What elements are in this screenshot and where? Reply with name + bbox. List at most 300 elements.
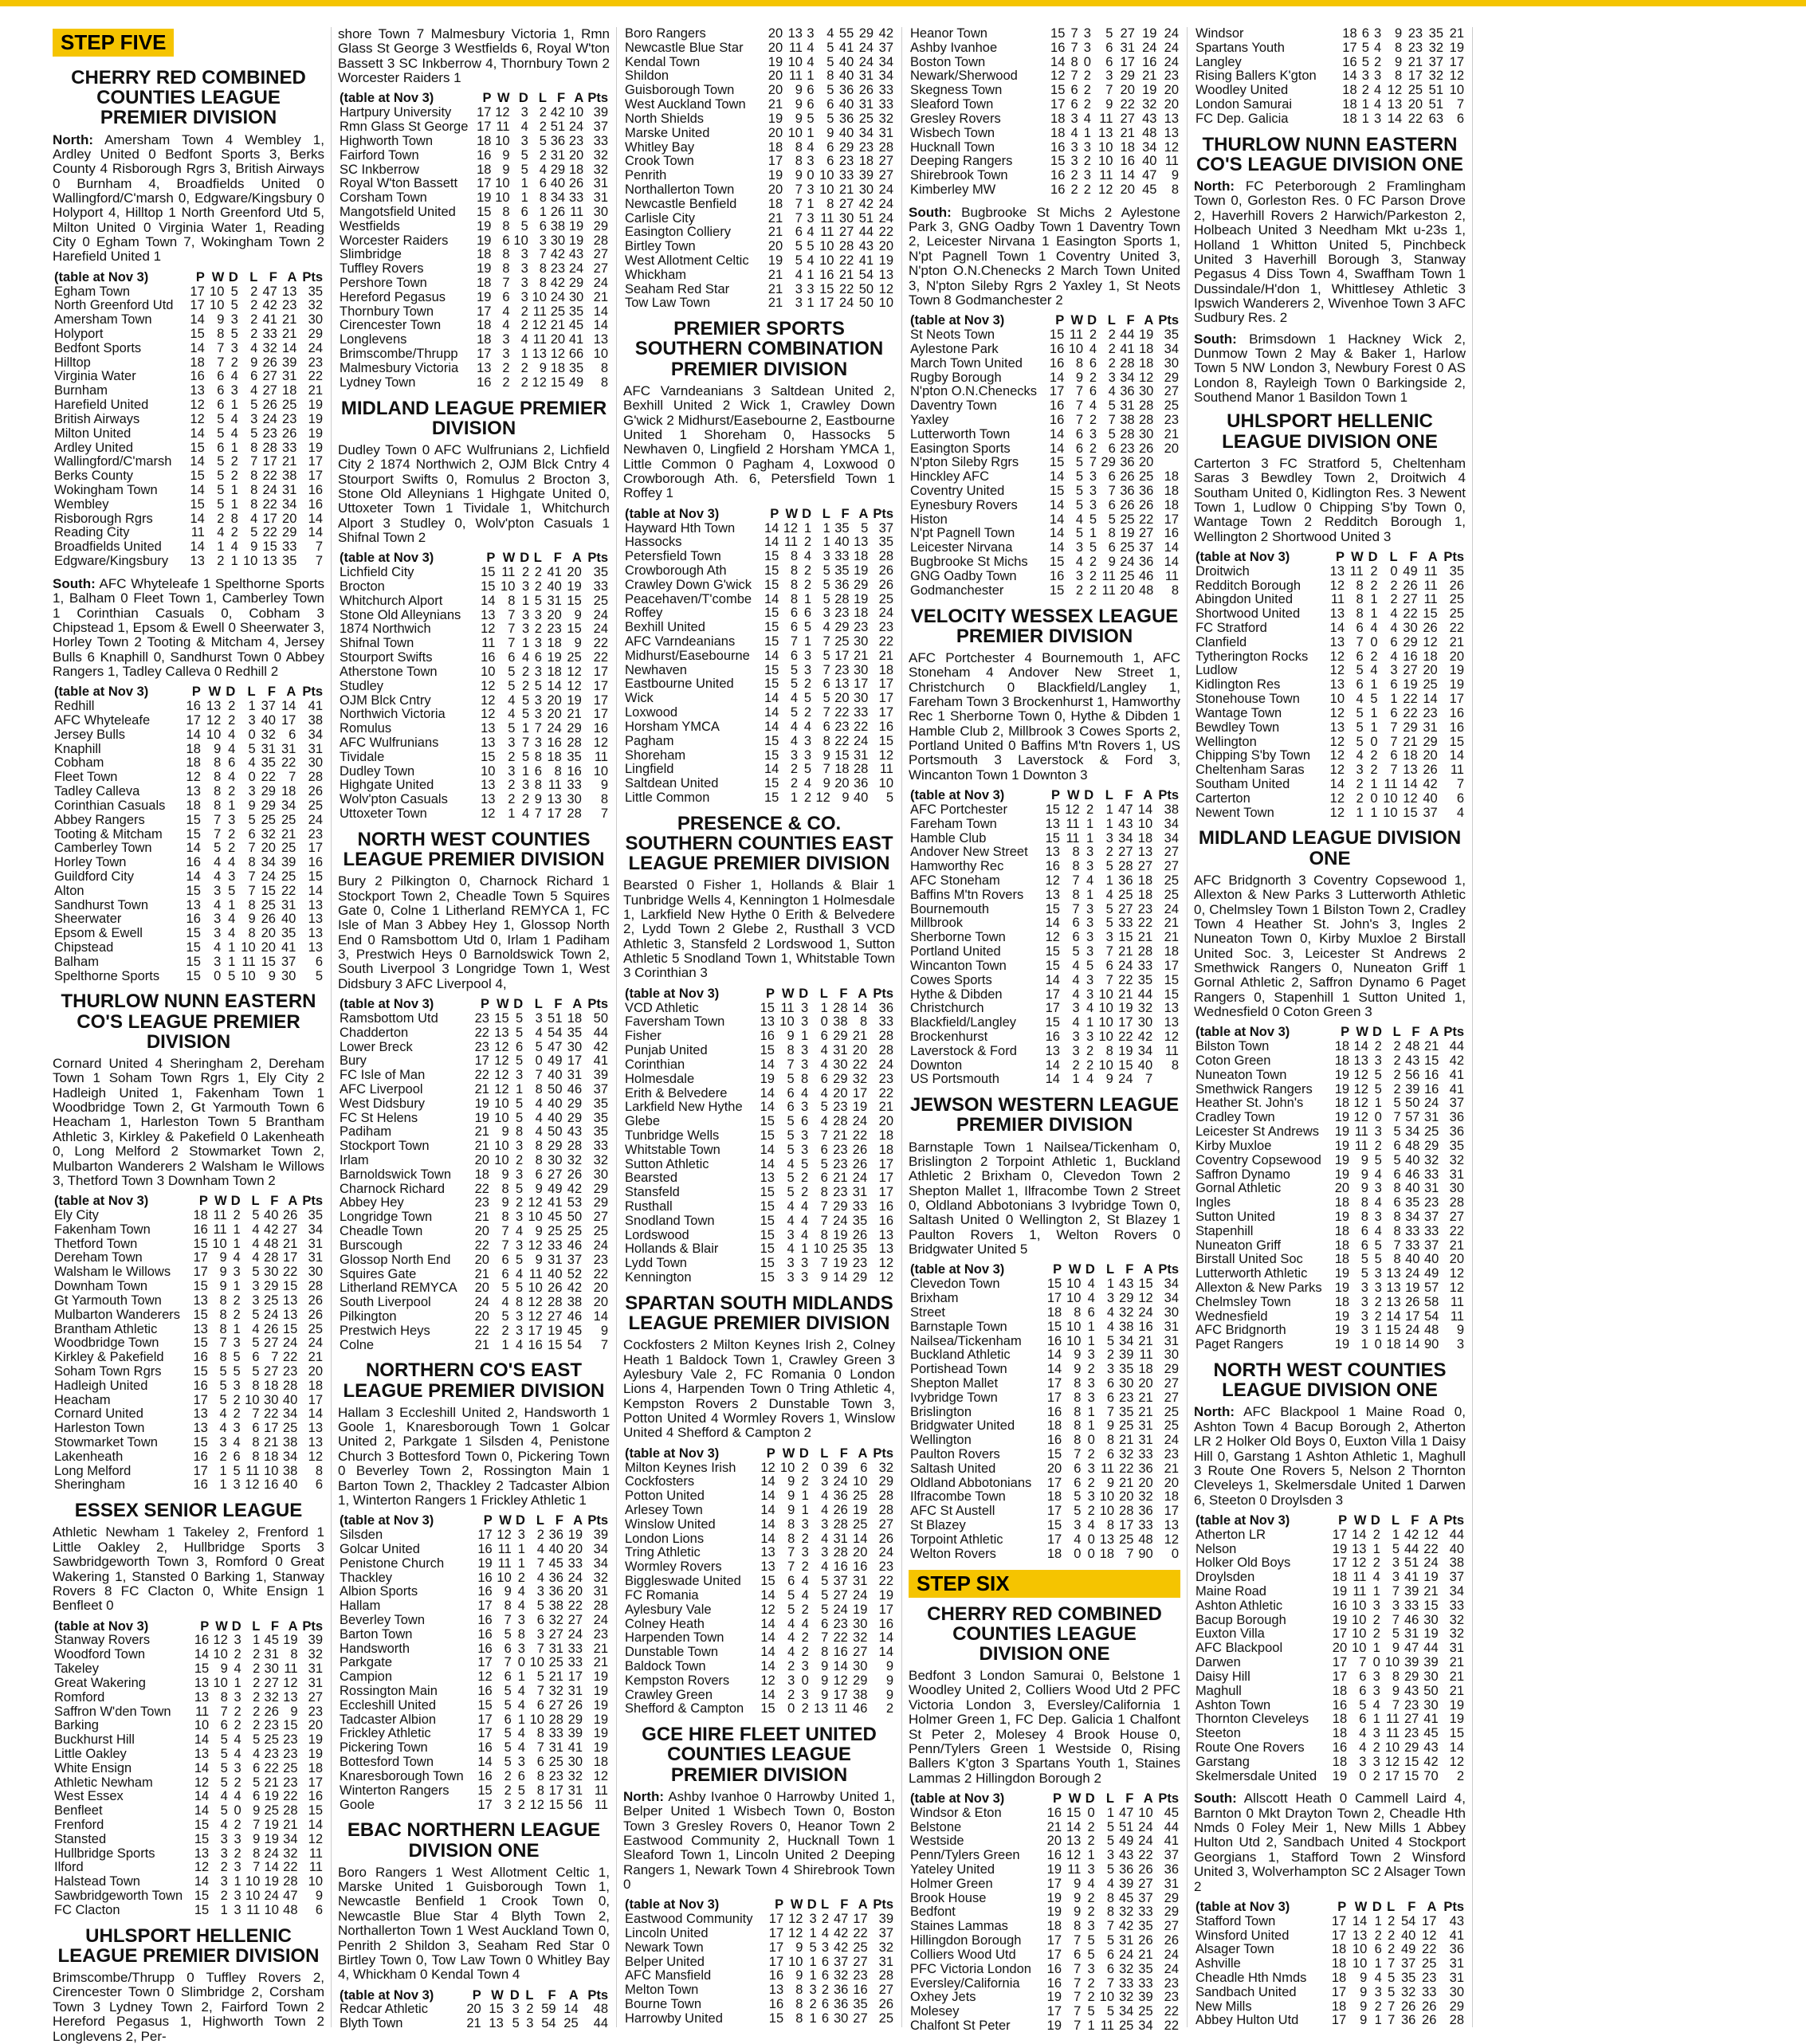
stat-cell: 24 <box>593 607 608 622</box>
stat-cell: 17 <box>1408 69 1423 84</box>
stat-cell: 9 <box>1392 1641 1400 1656</box>
stat-cell: 4 <box>801 1587 809 1603</box>
team-name: Charnock Richard <box>340 1181 446 1196</box>
stat-cell: 36 <box>838 111 854 126</box>
column-4 <box>902 26 1188 2033</box>
stat-cell: 11 <box>246 1902 261 1917</box>
stat-cell: 13 <box>878 1242 893 1257</box>
stat-cell: 5 <box>520 147 528 163</box>
stat-cell: 34 <box>1164 1277 1179 1292</box>
stat-cell: 36 <box>1138 484 1154 499</box>
stat-cell: 34 <box>1118 2004 1134 2019</box>
table-row <box>623 1158 895 1172</box>
stat-cell: 51 <box>1428 97 1444 112</box>
stat-cell: 15 <box>1049 328 1065 343</box>
stat-cell: 15 <box>1449 734 1464 749</box>
stat-cell: 3 <box>1087 1375 1095 1391</box>
stat-cell: 3 <box>1086 972 1094 987</box>
stat-cell: 3 <box>220 1831 228 1846</box>
stat-cell: 25 <box>567 1224 583 1239</box>
stat-cell: 43 <box>1118 1848 1134 1863</box>
table-row <box>1194 1712 1466 1727</box>
table-row <box>623 1913 895 1927</box>
stat-cell: 5 <box>861 520 869 536</box>
stat-cell: 10 <box>494 1110 509 1125</box>
stat-cell: 5 <box>787 1587 795 1603</box>
team-name: Stafford Town <box>1195 1913 1276 1928</box>
stat-cell: 21 <box>878 648 893 663</box>
stat-cell: 50 <box>858 296 874 311</box>
stat-cell: 3 <box>1089 469 1097 485</box>
table-row <box>909 69 1180 84</box>
team-name: Steeton <box>1195 1726 1241 1741</box>
stat-cell: 14 <box>764 719 779 734</box>
team-name: Buckland Athletic <box>910 1348 1011 1363</box>
team-name: Baldock Town <box>625 1658 706 1673</box>
stat-cell: 10 <box>1329 692 1345 707</box>
stat-cell: 18 <box>858 154 874 169</box>
stat-cell: 29 <box>858 26 874 41</box>
stat-cell: 3 <box>516 1238 524 1253</box>
stat-cell: 16 <box>768 1968 784 1983</box>
column-header: P <box>770 506 779 521</box>
stat-cell: 3 <box>248 784 256 799</box>
stat-cell: 4 <box>821 1503 829 1518</box>
stat-cell: 34 <box>308 1222 323 1237</box>
table-header-row <box>909 1263 1180 1277</box>
table-row <box>623 1087 895 1101</box>
table-row <box>909 832 1180 846</box>
stat-cell: 1 <box>228 897 236 912</box>
team-name: Handsworth <box>340 1641 410 1656</box>
stat-cell: 0 <box>1087 1532 1095 1547</box>
stat-cell: 18 <box>1046 1489 1062 1505</box>
stat-cell: 17 <box>854 677 869 692</box>
stat-cell: 12 <box>760 1460 775 1475</box>
stat-cell: 17 <box>878 1156 893 1171</box>
stat-cell: 6 <box>1108 540 1116 555</box>
table-row <box>1194 778 1466 792</box>
team-name: Bugbrooke St Michs <box>910 555 1028 570</box>
table-row <box>1194 792 1466 806</box>
stat-cell: 36 <box>878 1000 893 1015</box>
table-date-label: (table at Nov 3) <box>54 269 149 284</box>
stat-cell: 2 <box>1089 568 1097 583</box>
stat-cell: 17 <box>477 176 492 191</box>
stat-cell: 5 <box>521 692 530 708</box>
stat-cell: 2 <box>1393 1053 1401 1069</box>
stat-cell: 14 <box>764 762 779 777</box>
table-row <box>53 285 324 300</box>
stat-cell: 0 <box>821 1460 829 1475</box>
team-name: Hadleigh United <box>54 1378 148 1393</box>
column-header: L <box>251 1194 260 1209</box>
stat-cell: 27 <box>308 1689 323 1705</box>
stat-cell: 4 <box>219 1406 227 1422</box>
results-text: Barnstaple Town 1 Nailsea/Tickenham 0, Brislington 2 Torpoint Athletic 1, Buckland Athletic 2 Brixham 0, Clevedon Town 2 Shepton Mallet 1, Ilfracombe Town 2 Street 0, Oldland Abbotonians 3 Ivybridge Town 0, Saltash United 0 Wellington 2, St Blazey 1 Paulton Rovers 1, Welton Rovers 0 Bridgwater United 5 <box>909 1139 1180 1257</box>
column-header: L <box>1387 1899 1396 1914</box>
stat-cell: 8 <box>250 469 258 484</box>
table-row <box>338 779 610 793</box>
stat-cell: 6 <box>1075 441 1084 456</box>
stat-cell: 5 <box>826 54 834 69</box>
stat-cell: 24 <box>1164 54 1179 69</box>
team-name: Loxwood <box>625 705 678 720</box>
team-name: North Greenford Utd <box>54 298 174 313</box>
column-header: D <box>230 1194 241 1209</box>
stat-cell: 8 <box>534 749 542 764</box>
stat-cell: 14 <box>833 1658 848 1673</box>
stat-cell: 17 <box>1331 1984 1347 1999</box>
team-name: Prestwich Heys <box>340 1323 430 1338</box>
stat-cell: 34 <box>593 1541 608 1556</box>
stat-cell: 10 <box>819 239 834 254</box>
stat-cell: 3 <box>1072 1029 1080 1044</box>
team-name: Ashton Town <box>1195 1697 1271 1712</box>
stat-cell: 15 <box>262 539 277 555</box>
stat-cell: 1 <box>233 1321 241 1336</box>
table-row <box>53 1251 324 1265</box>
stat-cell: 4 <box>820 1085 828 1100</box>
stat-cell: 9 <box>1360 1970 1368 1985</box>
stat-cell: 15 <box>1045 901 1060 916</box>
team-name: Easington Sports <box>910 441 1011 456</box>
results-text: Boro Rangers 1 West Allotment Celtic 1, Marske United 1 Guisborough Town 1, Newcastle Benfield 1 Crook Town 0, Newcastle Blue Star 4 Blyth Town 2, Northallerton Town 1 West Auckland Town 0, Penrith 2 Shildon 3, Seaham Red Star 0 Birtley Town 0, Tow Law Town 0 Whitley Bay 4, Whickham 0 Kendal Town 4 <box>338 1864 610 1983</box>
stat-cell: 2 <box>228 826 236 842</box>
stat-cell: 8 <box>250 482 258 497</box>
stat-cell: 5 <box>1106 1333 1115 1348</box>
team-name: Newcastle Benfield <box>625 196 737 211</box>
stat-cell: 21 <box>833 1171 848 1186</box>
stat-cell: 42 <box>550 247 566 262</box>
stat-cell: 2 <box>1372 1768 1380 1783</box>
stat-cell: 3 <box>787 1270 795 1285</box>
stat-cell: 31 <box>1138 1418 1153 1434</box>
stat-cell: 15 <box>194 1889 210 1904</box>
stat-cell: 7 <box>252 1406 260 1422</box>
stat-cell: 1 <box>1370 720 1378 735</box>
team-name: Hereford Pegasus <box>340 289 446 304</box>
team-name: Cowes Sports <box>910 972 992 987</box>
team-name: Gornal Athletic <box>1195 1181 1282 1196</box>
stat-cell: 22 <box>474 1238 489 1253</box>
table-row <box>623 1956 895 1970</box>
stat-cell: 28 <box>854 762 869 777</box>
stat-cell: 2 <box>521 678 530 693</box>
stat-cell: 1 <box>809 2011 817 2026</box>
stat-cell: 2 <box>801 1185 809 1200</box>
stat-cell: 7 <box>820 1213 828 1228</box>
stat-cell: 56 <box>567 1797 583 1812</box>
table-row <box>623 1504 895 1518</box>
column-header: A <box>568 1987 579 2003</box>
column-header: P <box>1336 549 1345 564</box>
stat-cell: 12 <box>567 664 582 679</box>
stat-cell: 6 <box>787 1085 795 1100</box>
stat-cell: 15 <box>261 954 276 969</box>
stat-cell: 19 <box>853 1602 868 1617</box>
stat-cell: 4 <box>230 369 238 384</box>
stat-cell: 9 <box>315 1889 323 1904</box>
stat-cell: 13 <box>1164 1001 1179 1016</box>
stat-cell: 27 <box>593 247 608 262</box>
stat-cell: 14 <box>760 1630 775 1646</box>
stat-cell: 16 <box>477 1740 493 1756</box>
stat-cell: 34 <box>1164 341 1179 356</box>
team-name: Lutterworth Athletic <box>1195 1266 1308 1281</box>
stat-cell: 22 <box>878 1085 893 1100</box>
stat-cell: 8 <box>504 1599 512 1614</box>
stat-cell: 25 <box>1164 873 1179 888</box>
stat-cell: 3 <box>1392 1556 1400 1571</box>
stat-cell: 16 <box>878 1213 893 1228</box>
column-header: Pts <box>1158 1791 1179 1806</box>
table-row <box>53 469 324 484</box>
stat-cell: 6 <box>534 763 542 779</box>
stat-cell: 45 <box>1142 182 1157 197</box>
stat-cell: 3 <box>1083 26 1091 41</box>
stat-cell: 7 <box>1072 901 1080 916</box>
team-name: Malmesbury Victoria <box>340 360 459 375</box>
stat-cell: 7 <box>1070 69 1078 84</box>
results-paragraph <box>53 133 324 265</box>
stat-cell: 4 <box>1374 97 1382 112</box>
table-header-row <box>53 1195 324 1209</box>
stat-cell: 15 <box>1449 1726 1464 1741</box>
stat-cell: 23 <box>1137 901 1153 916</box>
stat-cell: 19 <box>878 1587 893 1603</box>
table-row <box>909 98 1180 112</box>
team-name: FC St Helens <box>340 1110 418 1125</box>
stat-cell: 7 <box>502 276 510 290</box>
stat-cell: 63 <box>1428 111 1444 126</box>
stat-cell: 1 <box>219 1463 227 1478</box>
team-name: Halstead Town <box>54 1874 140 1889</box>
stat-cell: 1 <box>1356 805 1364 820</box>
team-name: Eynesbury Rovers <box>910 497 1018 512</box>
stat-cell: 12 <box>1423 634 1438 649</box>
stat-cell: 1 <box>1374 1956 1382 1971</box>
stat-cell: 20 <box>1120 83 1135 98</box>
stat-cell: 31 <box>1449 1641 1464 1656</box>
stat-cell: 25 <box>264 1293 279 1308</box>
stat-cell: 14 <box>1423 692 1438 707</box>
stat-cell: 17 <box>190 298 205 313</box>
stat-cell: 17 <box>262 511 277 526</box>
stat-cell: 0 <box>1171 1546 1179 1561</box>
stat-cell: 37 <box>281 954 296 969</box>
stat-cell: 4 <box>517 1584 525 1599</box>
stat-cell: 7 <box>1070 40 1078 55</box>
stat-cell: 40 <box>838 69 854 84</box>
stat-cell: 14 <box>1045 972 1060 987</box>
table-row <box>909 1934 1180 1948</box>
stat-cell: 20 <box>1120 583 1135 598</box>
team-name: Northallerton Town <box>625 182 735 197</box>
stat-cell: 11 <box>834 1701 848 1716</box>
table-row <box>53 814 324 828</box>
stat-cell: 4 <box>801 1213 809 1228</box>
stat-cell: 18 <box>768 139 783 155</box>
table-row <box>909 541 1180 555</box>
stat-cell: 14 <box>852 1000 868 1015</box>
stat-cell: 3 <box>1086 1029 1094 1044</box>
table-row <box>338 2017 610 2031</box>
stat-cell: 7 <box>1392 1697 1400 1712</box>
stat-cell: 39 <box>1138 1990 1153 2005</box>
team-name: Tytherington Rocks <box>1195 649 1309 664</box>
stat-cell: 23 <box>858 139 874 155</box>
stat-cell: 14 <box>190 511 205 526</box>
stat-cell: 4 <box>220 1818 228 1833</box>
team-name: Sutton Athletic <box>625 1156 709 1171</box>
results-paragraph <box>623 1338 895 1441</box>
stat-cell: 17 <box>593 664 608 679</box>
stat-cell: 11 <box>195 1704 210 1719</box>
table-row <box>53 1379 324 1394</box>
stat-cell: 11 <box>1164 568 1179 583</box>
stat-cell: 25 <box>308 1321 323 1336</box>
stat-cell: 40 <box>1142 154 1157 169</box>
stat-cell: 14 <box>764 520 779 536</box>
stat-cell: 33 <box>878 83 893 98</box>
stat-cell: 27 <box>1118 901 1133 916</box>
stat-cell: 23 <box>833 1100 848 1115</box>
league-heading: SPARTAN SOUTH MIDLANDS LEAGUE PREMIER DIVISION <box>625 1292 893 1335</box>
stat-cell: 16 <box>1050 182 1066 197</box>
table-row <box>338 149 610 163</box>
stat-cell: 25 <box>1164 1418 1179 1434</box>
stat-cell: 46 <box>567 1081 583 1097</box>
stat-cell: 30 <box>1449 1984 1464 1999</box>
stat-cell: 54 <box>548 1025 563 1040</box>
stat-cell: 19 <box>854 591 869 606</box>
stat-cell: 3 <box>1374 1053 1382 1069</box>
table-row <box>338 680 610 694</box>
stat-cell: 5 <box>1087 1933 1095 1948</box>
stat-cell: 29 <box>853 1673 868 1688</box>
stat-cell: 35 <box>852 1242 868 1257</box>
stat-cell: 22 <box>1118 972 1133 987</box>
stat-cell: 27 <box>838 225 854 240</box>
stat-cell: 6 <box>820 1171 828 1186</box>
stat-cell: 35 <box>282 554 297 569</box>
stat-cell: 44 <box>1449 1039 1464 1054</box>
stat-cell: 10 <box>245 1889 261 1904</box>
stat-cell: 5 <box>1106 2004 1114 2019</box>
stat-cell: 10 <box>878 776 893 791</box>
stat-cell: 7 <box>1106 1975 1114 1991</box>
stat-cell: 2 <box>1087 1362 1095 1377</box>
stat-cell: 41 <box>1449 1067 1464 1082</box>
team-name: Cheadle Hth Nmds <box>1195 1970 1307 1985</box>
stat-cell: 30 <box>838 210 854 226</box>
stat-cell: 17 <box>474 1053 489 1069</box>
stat-cell: 6 <box>1072 930 1080 945</box>
team-name: Thackley <box>340 1570 393 1585</box>
stat-cell: 14 <box>194 1874 210 1889</box>
stat-cell: 27 <box>1120 111 1135 126</box>
stat-cell: 4 <box>517 1599 525 1614</box>
team-name: Aylesbury Vale <box>625 1602 712 1617</box>
stat-cell: 28 <box>1138 412 1154 427</box>
stat-cell: 35 <box>834 563 850 578</box>
table-row <box>909 1533 1180 1548</box>
stat-cell: 8 <box>214 784 222 799</box>
stat-cell: 5 <box>1108 398 1116 414</box>
stat-cell: 9 <box>795 1968 803 1983</box>
stat-cell: 21 <box>474 1139 489 1154</box>
table-row <box>338 1784 610 1799</box>
stat-cell: 13 <box>308 912 323 927</box>
stat-cell: 5 <box>790 677 799 692</box>
team-name: Erith & Belvedere <box>625 1085 728 1100</box>
stat-cell: 16 <box>1142 54 1157 69</box>
stat-cell: 24 <box>282 1336 298 1351</box>
table-row <box>338 220 610 234</box>
stat-cell: 34 <box>593 1556 608 1571</box>
stat-cell: 37 <box>1400 1956 1416 1971</box>
stat-cell: 30 <box>1138 384 1154 399</box>
stat-cell: 3 <box>803 662 812 677</box>
stat-cell: 3 <box>520 289 528 304</box>
stat-cell: 9 <box>821 1673 829 1688</box>
stat-cell: 31 <box>282 369 297 384</box>
team-name: Woodbridge Town <box>54 1336 159 1351</box>
stat-cell: 10 <box>1066 1319 1082 1334</box>
stat-cell: 4 <box>1370 621 1378 636</box>
stat-cell: 14 <box>1449 1740 1464 1755</box>
stat-cell: 59 <box>541 2002 556 2017</box>
stat-cell: 18 <box>568 162 584 177</box>
stat-cell: 5 <box>534 678 542 693</box>
stat-cell: 3 <box>248 713 256 728</box>
table-row <box>338 1339 610 1353</box>
stat-cell: 16 <box>1049 568 1065 583</box>
stat-cell: 42 <box>1404 1527 1419 1542</box>
stat-cell: 17 <box>1332 1626 1348 1642</box>
stat-cell: 7 <box>1456 97 1464 112</box>
stat-cell: 3 <box>1072 1043 1080 1058</box>
stat-cell: 12 <box>1045 873 1060 888</box>
table-row <box>1194 650 1466 665</box>
stat-cell: 2 <box>801 1701 809 1716</box>
table-row <box>338 120 610 135</box>
column-header: Pts <box>1158 313 1179 328</box>
stat-cell: 10 <box>779 1014 795 1030</box>
stat-cell: 24 <box>1164 40 1179 55</box>
stat-cell: 31 <box>261 741 276 756</box>
stat-cell: 16 <box>1423 1067 1439 1082</box>
stat-cell: 34 <box>878 69 893 84</box>
table-row <box>623 1257 895 1271</box>
team-name: Buckhurst Hill <box>54 1732 135 1748</box>
stat-cell: 28 <box>1138 398 1154 414</box>
stat-cell: 6 <box>1361 26 1369 41</box>
stat-cell: 15 <box>477 1783 493 1798</box>
stat-cell: 34 <box>1164 1291 1179 1306</box>
stat-cell: 21 <box>1137 930 1153 945</box>
stat-cell: 0 <box>1074 1546 1082 1561</box>
team-name: Rusthall <box>625 1199 673 1214</box>
stat-cell: 6 <box>501 1266 509 1281</box>
stat-cell: 9 <box>885 1687 893 1702</box>
stat-cell: 24 <box>858 54 874 69</box>
stat-cell: 15 <box>1066 1805 1082 1820</box>
stat-cell: 13 <box>190 554 205 569</box>
table-row <box>1194 69 1466 84</box>
stat-cell: 21 <box>308 1350 323 1365</box>
